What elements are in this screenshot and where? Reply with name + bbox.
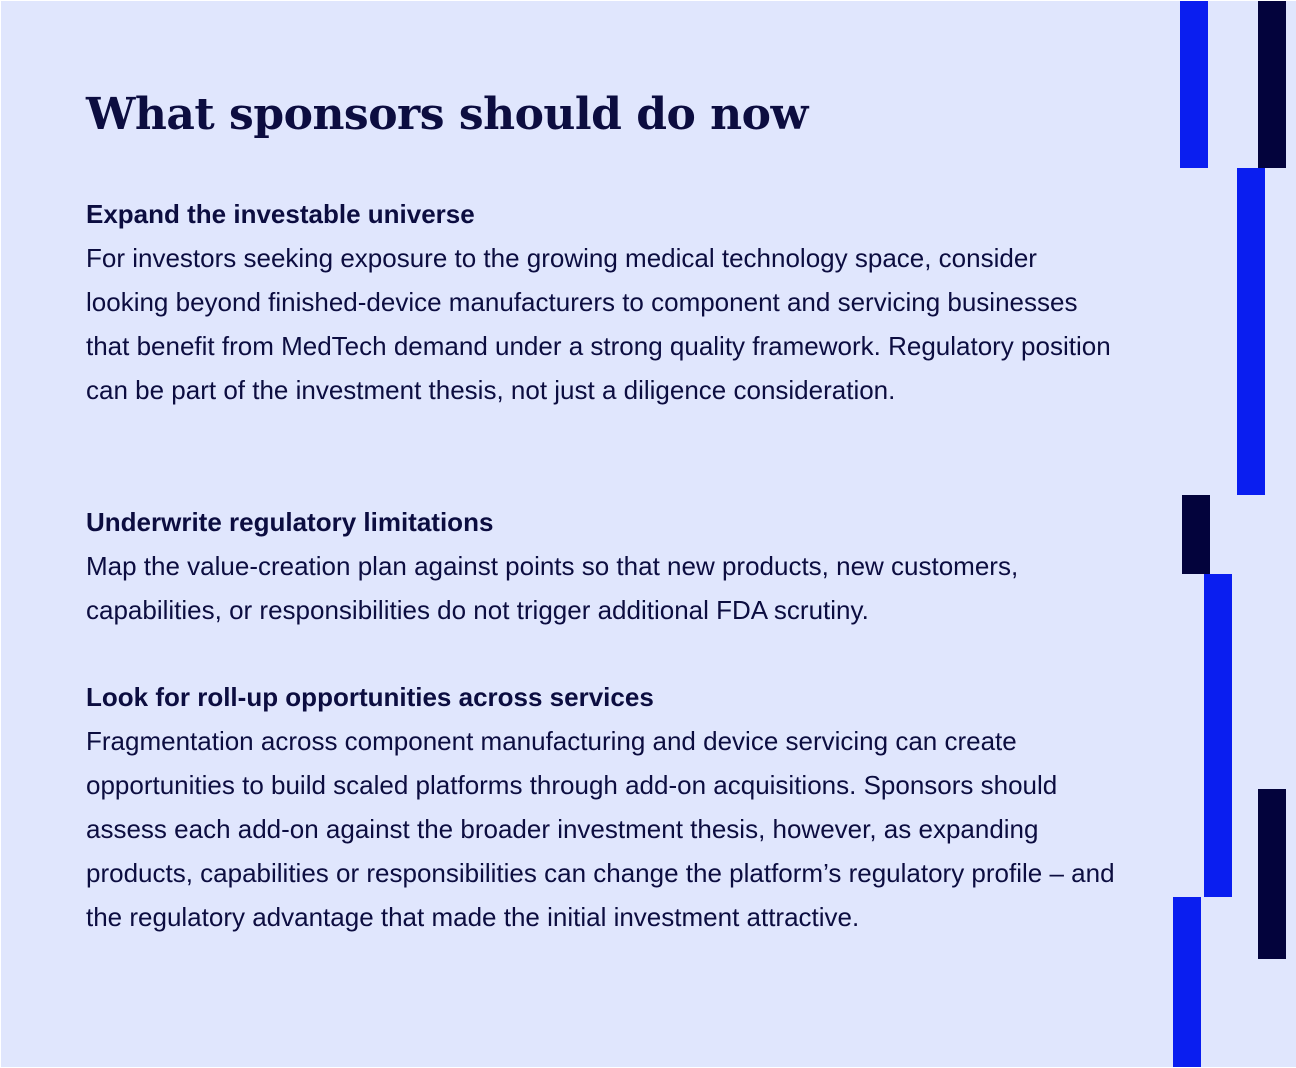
section-heading: Underwrite regulatory limitations — [86, 507, 494, 537]
section-roll-up-opportunities — [86, 675, 1126, 939]
section-body: Fragmentation across component manufacturing and device servicing can create opportunities to build scaled platforms through add-on acquisitions. Sponsors should assess each add-on against the broader investment thesis, however, as expanding products, capabilities or responsibilities can change the platform’s regulatory profile – and the regulatory advantage that made the initial investment attractive. — [86, 726, 1115, 932]
decorative-bar — [1204, 574, 1232, 897]
decorative-bar — [1258, 1, 1286, 168]
section-heading: Expand the investable universe — [86, 199, 475, 229]
section-underwrite-regulatory-limitations — [86, 500, 1126, 632]
section-heading: Look for roll-up opportunities across services — [86, 682, 654, 712]
section-body: For investors seeking exposure to the growing medical technology space, consider looking beyond finished-device manufacturers to component and servicing businesses that benefit from MedTech demand under a strong quality framework. Regulatory position can be part of the investment thesis, not just a diligence consideration. — [86, 243, 1111, 405]
decorative-bar — [1180, 1, 1208, 168]
section-body: Map the value-creation plan against points so that new products, new customers, capabilities, or responsibilities do not trigger additional FDA scrutiny. — [86, 551, 1019, 625]
content-panel — [1, 1, 1296, 1067]
decorative-bar — [1258, 789, 1286, 959]
decorative-bar — [1237, 168, 1265, 495]
decorative-bar — [1182, 495, 1210, 574]
section-expand-investable-universe — [86, 192, 1126, 412]
decorative-bar — [1173, 897, 1201, 1067]
page-title: What sponsors should do now — [86, 89, 808, 140]
